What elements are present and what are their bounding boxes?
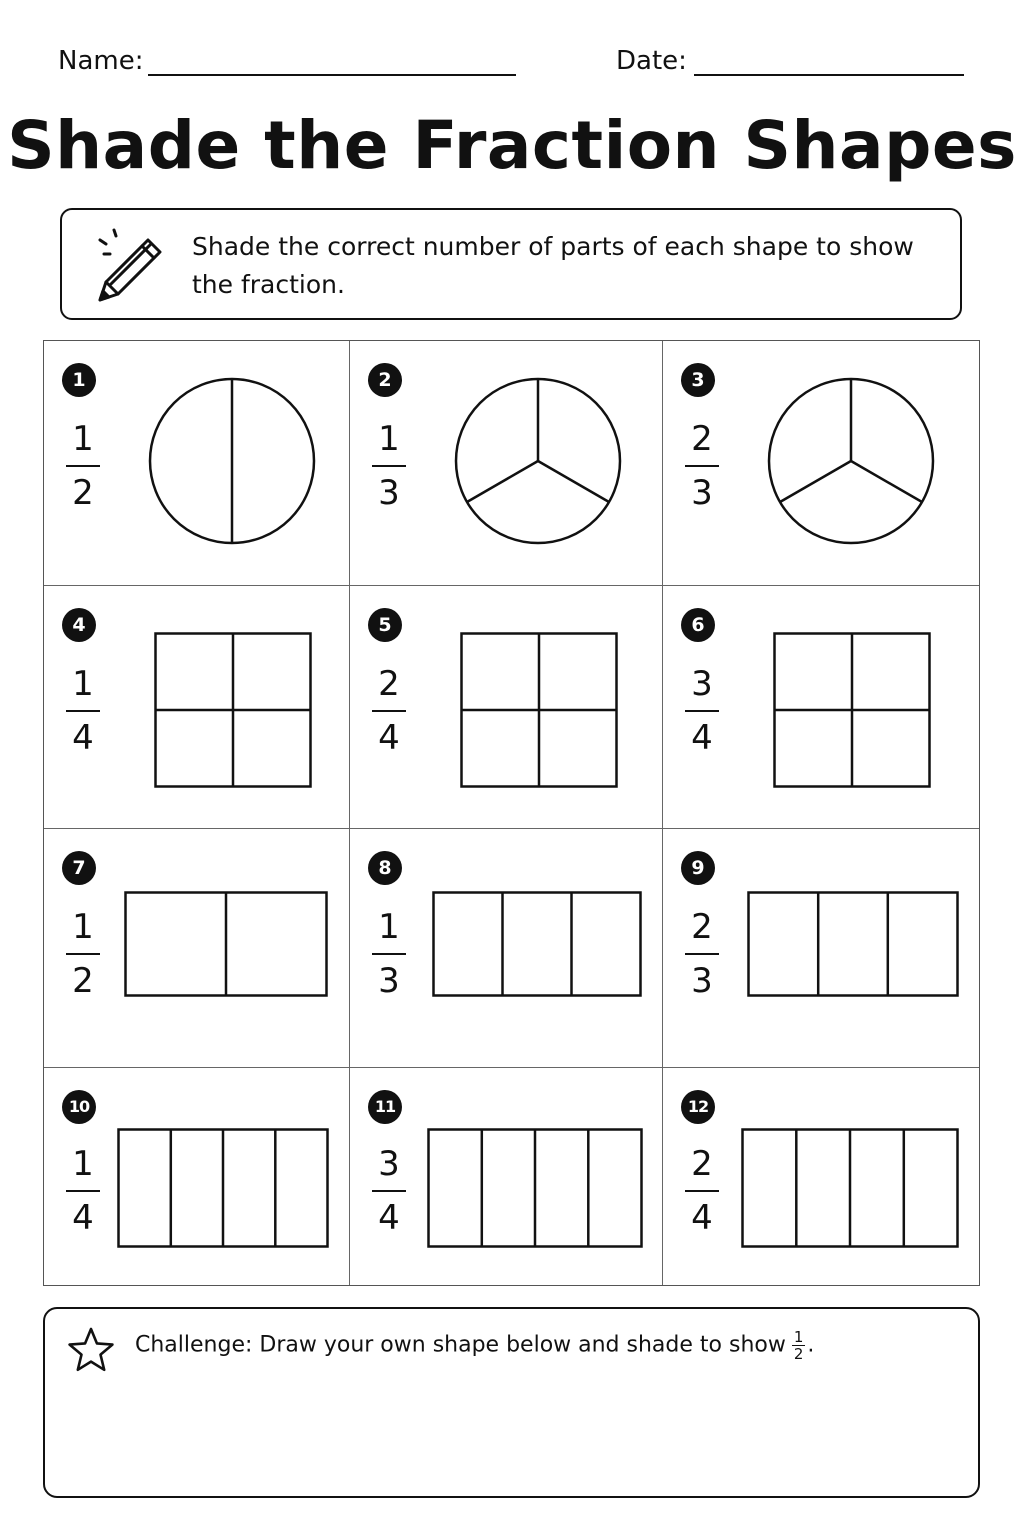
fraction-denominator: 2 (72, 961, 94, 1001)
fraction-numerator: 1 (372, 417, 406, 467)
problem-number-badge: 8 (368, 851, 402, 885)
problem-7 (44, 829, 350, 1068)
problem-3 (663, 341, 979, 586)
fraction-square-grid[interactable] (154, 632, 312, 788)
fraction-bar[interactable] (427, 1128, 643, 1248)
fraction (66, 417, 100, 515)
fraction-denominator: 4 (691, 718, 713, 758)
circle-divider (467, 461, 538, 502)
problem-number-badge: 3 (681, 363, 715, 397)
challenge-end-mark: . (807, 1332, 815, 1358)
problem-number-badge: 9 (681, 851, 715, 885)
problem-number-badge: 2 (368, 363, 402, 397)
problem-9 (663, 829, 979, 1068)
pencil-icon (96, 226, 176, 306)
fraction-denominator: 3 (691, 961, 713, 1001)
fraction-numerator: 1 (66, 1142, 100, 1192)
date-field[interactable] (694, 74, 964, 76)
fraction-denominator: 2 (72, 473, 94, 513)
fraction-bar[interactable] (124, 891, 328, 997)
problems-grid (43, 340, 980, 1286)
fraction (372, 417, 406, 515)
problem-6 (663, 586, 979, 829)
fraction-bar[interactable] (432, 891, 642, 997)
problem-number-badge: 10 (62, 1090, 96, 1124)
instructions-box (60, 208, 962, 320)
fraction (685, 417, 719, 515)
fraction (66, 905, 100, 1003)
challenge-label: Challenge: Draw your own shape below and shade to show (135, 1332, 786, 1358)
problem-8 (350, 829, 663, 1068)
fraction (66, 662, 100, 760)
date-label: Date: (616, 46, 687, 76)
problem-5 (350, 586, 663, 829)
fraction (372, 905, 406, 1003)
fraction-circle[interactable] (146, 375, 318, 547)
fraction-numerator: 2 (685, 417, 719, 467)
challenge-fraction (792, 1329, 806, 1362)
fraction (372, 1142, 406, 1240)
fraction-numerator: 1 (372, 905, 406, 955)
name-label: Name: (58, 46, 144, 76)
problem-10 (44, 1068, 350, 1285)
page-title: Shade the Fraction Shapes (7, 107, 1017, 184)
bar-outline (434, 893, 641, 996)
fraction-numerator: 2 (372, 662, 406, 712)
fraction-square-grid[interactable] (773, 632, 931, 788)
problem-number-badge: 12 (681, 1090, 715, 1124)
challenge-box[interactable] (43, 1307, 980, 1498)
problem-number-badge: 1 (62, 363, 96, 397)
fraction-circle[interactable] (765, 375, 937, 547)
problem-11 (350, 1068, 663, 1285)
fraction-bar[interactable] (741, 1128, 959, 1248)
name-field[interactable] (148, 74, 516, 76)
problem-2 (350, 341, 663, 586)
fraction-numerator: 2 (685, 905, 719, 955)
bar-outline (749, 893, 958, 996)
challenge-fraction-denominator: 2 (793, 1345, 804, 1363)
fraction-bar[interactable] (747, 891, 959, 997)
fraction-denominator: 4 (691, 1198, 713, 1238)
fraction-denominator: 3 (691, 473, 713, 513)
fraction (372, 662, 406, 760)
problem-12 (663, 1068, 979, 1285)
problem-4 (44, 586, 350, 829)
circle-divider (780, 461, 851, 502)
circle-divider (851, 461, 922, 502)
fraction-denominator: 4 (72, 1198, 94, 1238)
fraction-numerator: 1 (66, 417, 100, 467)
challenge-fraction-numerator: 1 (793, 1328, 804, 1346)
fraction (685, 1142, 719, 1240)
fraction-circle[interactable] (452, 375, 624, 547)
fraction-numerator: 2 (685, 1142, 719, 1192)
fraction-denominator: 4 (378, 1198, 400, 1238)
fraction-numerator: 3 (372, 1142, 406, 1192)
star-icon (65, 1325, 117, 1377)
fraction-denominator: 3 (378, 961, 400, 1001)
fraction-denominator: 4 (72, 718, 94, 758)
instructions-text: Shade the correct number of parts of each shape to show the fraction. (192, 232, 914, 299)
problem-1 (44, 341, 350, 586)
fraction (685, 662, 719, 760)
circle-divider (538, 461, 609, 502)
problem-number-badge: 5 (368, 608, 402, 642)
fraction-numerator: 1 (66, 662, 100, 712)
fraction-denominator: 4 (378, 718, 400, 758)
problem-number-badge: 6 (681, 608, 715, 642)
challenge-text (135, 1329, 814, 1362)
fraction-numerator: 3 (685, 662, 719, 712)
fraction (685, 905, 719, 1003)
fraction (66, 1142, 100, 1240)
problem-number-badge: 11 (368, 1090, 402, 1124)
problem-number-badge: 7 (62, 851, 96, 885)
fraction-denominator: 3 (378, 473, 400, 513)
fraction-bar[interactable] (117, 1128, 329, 1248)
problem-number-badge: 4 (62, 608, 96, 642)
fraction-square-grid[interactable] (460, 632, 618, 788)
fraction-numerator: 1 (66, 905, 100, 955)
